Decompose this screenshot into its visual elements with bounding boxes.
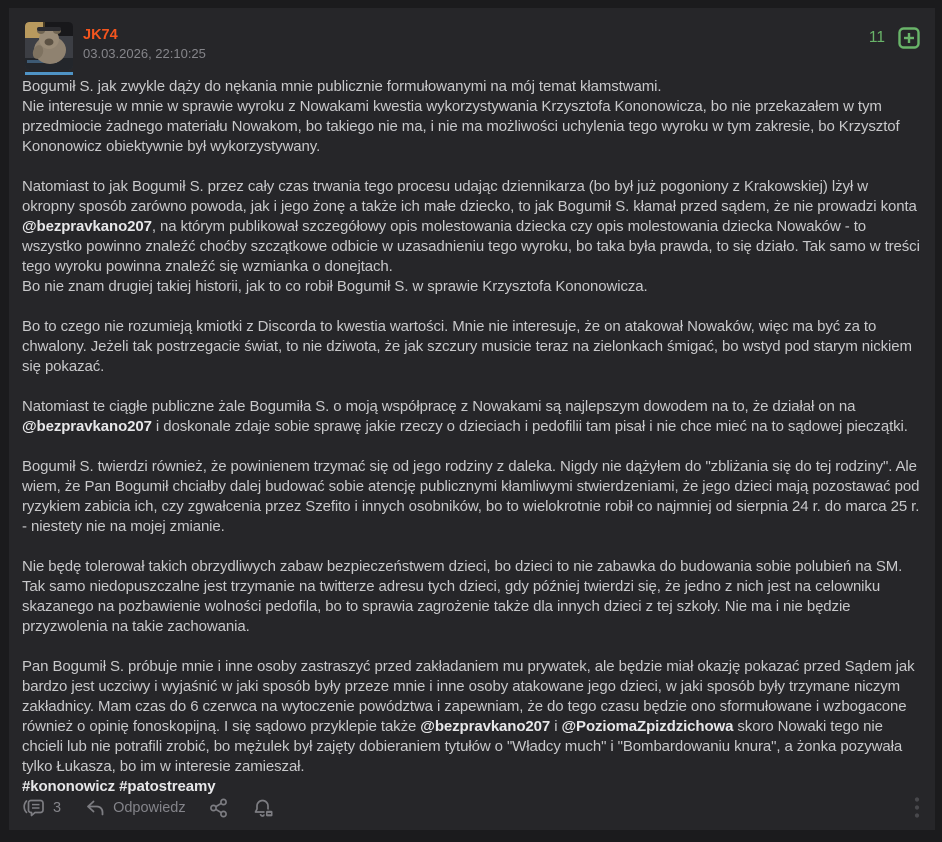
score-value: 11 xyxy=(868,29,885,46)
user-meta xyxy=(83,26,206,63)
hashtag-link[interactable]: #kononowicz xyxy=(22,778,116,795)
post-paragraph: Bogumił S. jak zwykle dąży do nękania mnie publicznie formułowanymi na mój temat kłamstwami. Nie interesuje w mnie w sprawie wyroku z Nowakami kwestia wykorzystywania Krzysztofa Kononowicza, bo nie przekazałem w tym przedmiocie żadnego materiału Nowakom, bo takiego nie ma, i nie ma możliwości uchylenia tego wyroku w tym zakresie, bo Krzysztof Kononowicz obiektywnie był wykorzystywany. xyxy=(22,78,900,155)
username-link[interactable]: JK74 xyxy=(83,27,118,43)
avatar-rank-underline xyxy=(25,72,73,75)
post-paragraph: Pan Bogumił S. próbuje mnie i inne osoby zastraszyć przed zakładaniem mu prywatek, ale będzie miał okazję pokazać przed Sądem jak bardzo jest uczciwy i wyjaśnić w jaki sposób były przeze mnie i inne osoby atakowane jego dzieci, w jaki sposób były trzymane niczym zakładnicy. Mam czas do 6 czerwca na wytoczenie powództwa i zapewniam, że do tego czasu będzie ono sformułowane i wzbogacone również o opinię fonoskopijną. I się sądowo przyklepie także @bezpravkano207 i @PoziomaZpizdzichowa skoro Nowaki tego nie chcieli lub nie potrafili zrobić, bo mężulek był zajęty dobieraniem tytułów o "Władcy much" i "Bombardowaniu knura", a żonka pozywała tylko Łukasza, bo im w interesie zamieszał. #kononowicz #patostreamy xyxy=(22,658,915,795)
share-button[interactable] xyxy=(209,798,229,818)
post-paragraph: Nie będę tolerował takich obrzydliwych zabaw bezpieczeństwem dzieci, bo dzieci to nie zabawka do budowania sobie polubień na SM. Tak samo niedopuszczalne jest trzymanie na twitterze adresu tych dzieci, gdy później twierdzi się, że jedno z nich jest na celowniku skazanego na pozbawienie wolności pedofila, bo to sprawia zagrożenie także dla innych dzieci z tej szkoły. Nie ma i nie będzie przyzwolenia na takie zachowania. xyxy=(22,558,903,635)
comment-bubbles-icon xyxy=(22,798,46,818)
user-mention-link[interactable]: @bezpravkano207 xyxy=(420,718,551,735)
post-paragraph: Natomiast to jak Bogumił S. przez cały czas trwania tego procesu udając dziennikarza (bo był już pogoniony z Krakowskiej) lżył w okropny sposób zarówno powoda, jak i jego żonę a także ich małe dziecko, to jak Bogumił S. kłamał przed sądem, że nie prowadzi konta @bezpravkano207, na którym publikował szczegółowy opis molestowania dziecka czy opis molestowania dziecka Nowaków - to wszystko powinno znaleźć choćby szczątkowe odbicie w uzasadnieniu tego wyroku, bo taka była prawda, to się działo. Tak samo w treści tego wyroku powinna znaleźć się wzmianka o donejtach. Bo nie znam drugiej takiej historii, jak to co robił Bogumił S. w sprawie Krzysztofa Kononowicza. xyxy=(22,178,920,295)
post-body xyxy=(22,77,922,797)
kebab-dots-icon xyxy=(914,796,920,820)
avatar-wrap xyxy=(25,22,73,75)
reply-arrow-icon xyxy=(84,798,106,818)
user-mention-link[interactable]: @bezpravkano207 xyxy=(22,218,152,235)
user-mention-link[interactable]: @PoziomaZpizdzichowa xyxy=(561,718,734,735)
post-card xyxy=(9,8,935,830)
score-box xyxy=(869,27,920,49)
post-timestamp: 03.03.2026, 22:10:25 xyxy=(83,46,206,61)
post-header xyxy=(22,15,922,77)
more-options-button[interactable] xyxy=(912,796,922,820)
share-nodes-icon xyxy=(209,798,229,818)
comments-button[interactable] xyxy=(22,798,61,818)
notification-bell-button[interactable] xyxy=(252,798,274,819)
post-paragraph: Natomiast te ciągłe publiczne żale Bogumiła S. o moją współpracę z Nowakami są najlepszym dowodem na to, że działał on na @bezpravkano207 i doskonale zdaje sobie sprawę jakie rzeczy o dzieciach i pedofilii tam pisał i nie chce mieć na to sądowej pieczątki. xyxy=(22,398,908,435)
user-mention-link[interactable]: @bezpravkano207 xyxy=(22,418,152,435)
post-footer xyxy=(22,795,922,821)
comment-count: 3 xyxy=(53,800,62,816)
reply-button[interactable] xyxy=(84,798,186,818)
hashtag-link[interactable]: #patostreamy xyxy=(119,778,216,795)
plus-square-icon xyxy=(898,27,920,49)
upvote-plus-button[interactable] xyxy=(898,27,920,49)
post-paragraph: Bo to czego nie rozumieją kmiotki z Discorda to kwestia wartości. Mnie nie interesuje, że on atakował Nowaków, więc ma być za to chwalony. Jeżeli tak postrzegacie świat, to nie dziwota, że jak szczury musicie teraz na zielonkach śmigać, bo wstyd pod starym nickiem się pokazać. xyxy=(22,318,912,375)
reply-label: Odpowiedz xyxy=(113,800,186,816)
bell-badge-icon xyxy=(252,798,274,819)
avatar[interactable] xyxy=(25,22,73,70)
post-paragraph: Bogumił S. twierdzi również, że powinienem trzymać się od jego rodziny z daleka. Nigdy nie dążyłem do "zbliżania się do tej rodziny". Ale wiem, że Pan Bogumił chciałby dalej budować sobie atencję publicznymi kłamliwymi stwierdzeniami, że jego dzieci mają pozostawać pod ryzykiem zabicia ich, czy zgwałcenia przez Szefito i innych osobników, bo to wielokrotnie robił co najmniej od sierpnia 24 r. do marca 25 r. - niestety nie na mojej zmianie. xyxy=(22,458,920,535)
